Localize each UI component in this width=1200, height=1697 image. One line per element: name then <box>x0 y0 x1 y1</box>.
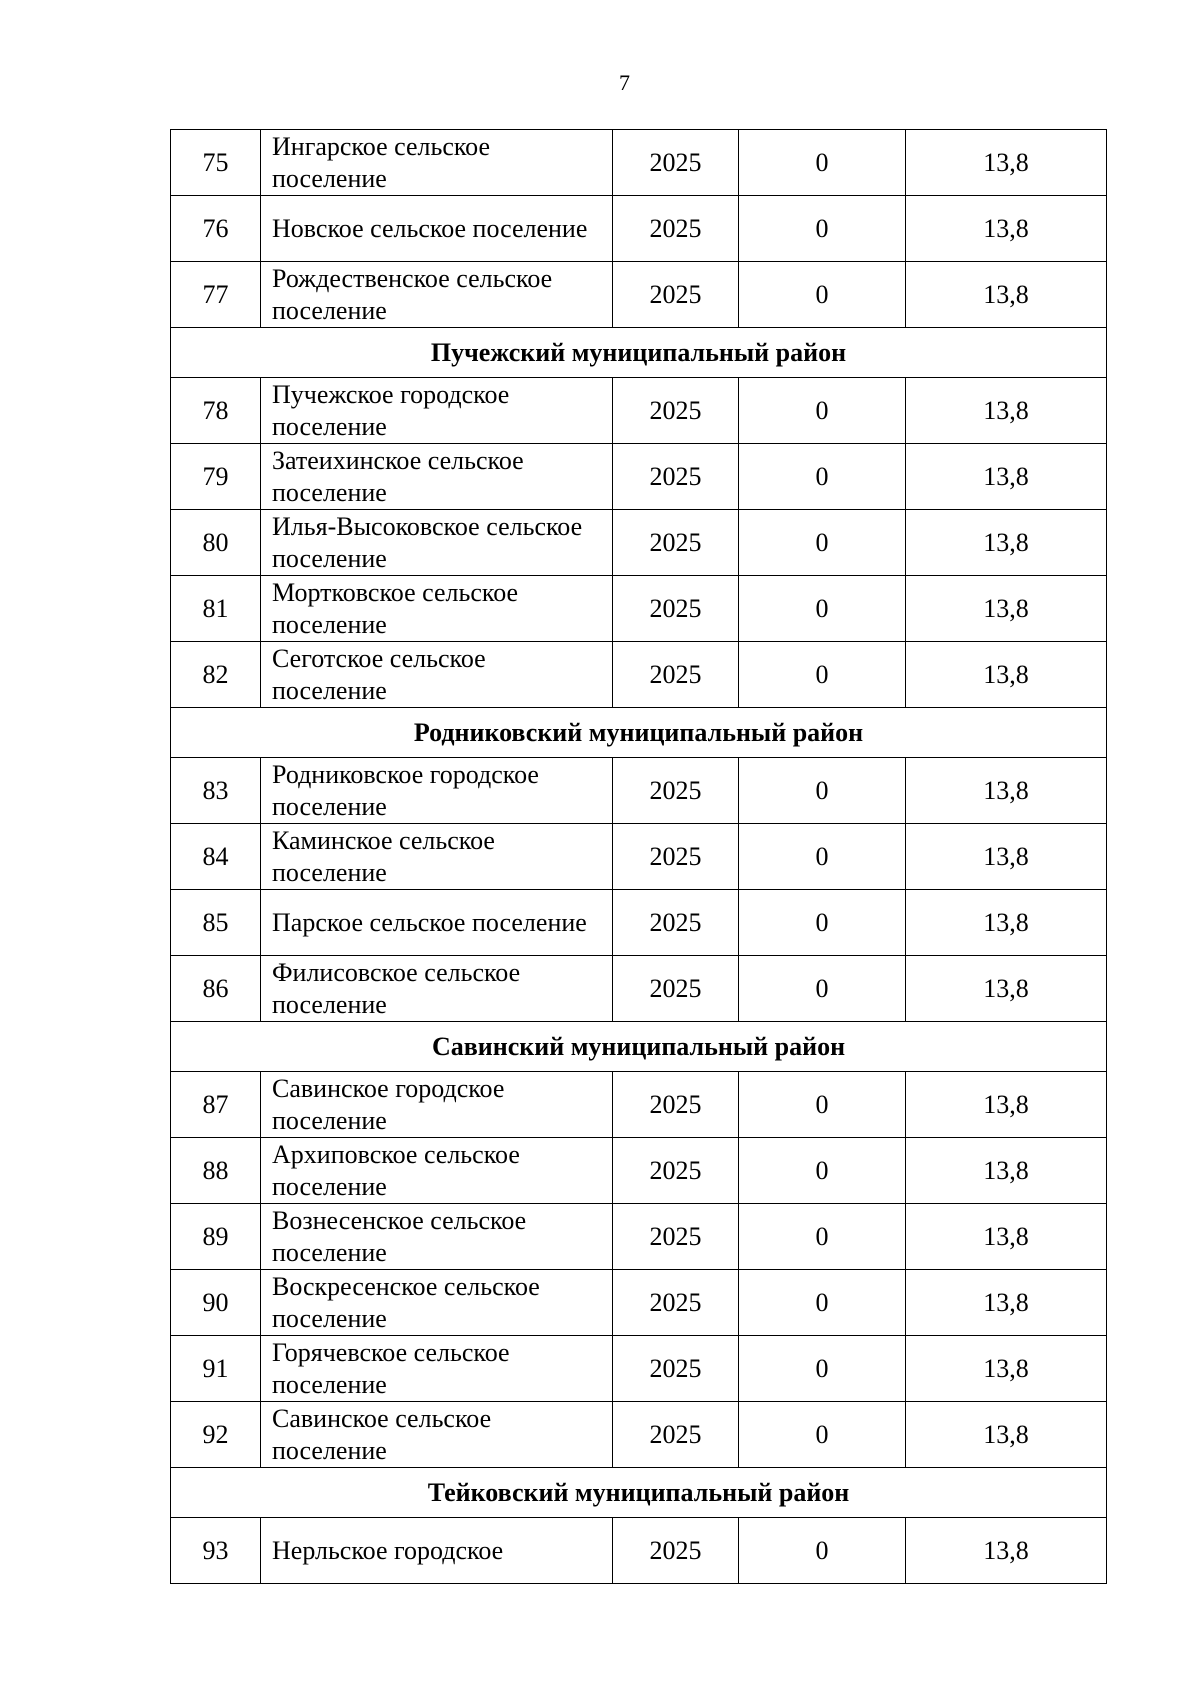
year-cell: 2025 <box>613 510 739 576</box>
year-cell: 2025 <box>613 1204 739 1270</box>
year-cell: 2025 <box>613 444 739 510</box>
value-cell-2: 13,8 <box>906 576 1107 642</box>
table-row <box>171 642 1107 708</box>
row-number: 93 <box>171 1518 261 1584</box>
row-number: 75 <box>171 130 261 196</box>
settlement-name: Архиповское сельское поселение <box>261 1138 613 1204</box>
settlements-table <box>170 129 1107 1584</box>
value-cell-2: 13,8 <box>906 1518 1107 1584</box>
table-row <box>171 890 1107 956</box>
table-row <box>171 576 1107 642</box>
page-number: 7 <box>619 70 630 95</box>
row-number: 76 <box>171 196 261 262</box>
value-cell-2: 13,8 <box>906 262 1107 328</box>
year-cell: 2025 <box>613 758 739 824</box>
value-cell-2: 13,8 <box>906 824 1107 890</box>
value-cell-2: 13,8 <box>906 1336 1107 1402</box>
year-cell: 2025 <box>613 262 739 328</box>
value-cell-2: 13,8 <box>906 1072 1107 1138</box>
value-cell-1: 0 <box>739 642 906 708</box>
value-cell-1: 0 <box>739 444 906 510</box>
settlement-name: Вознесенское сельское поселение <box>261 1204 613 1270</box>
settlement-name: Филисовское сельское поселение <box>261 956 613 1022</box>
district-heading-row <box>171 1468 1107 1518</box>
table-row <box>171 1270 1107 1336</box>
table-row <box>171 378 1107 444</box>
table-row <box>171 758 1107 824</box>
district-heading: Пучежский муниципальный район <box>171 328 1107 378</box>
table-row <box>171 510 1107 576</box>
value-cell-1: 0 <box>739 130 906 196</box>
table-row <box>171 1518 1107 1584</box>
table-row <box>171 1402 1107 1468</box>
row-number: 83 <box>171 758 261 824</box>
table-row <box>171 956 1107 1022</box>
table-row <box>171 444 1107 510</box>
value-cell-2: 13,8 <box>906 1402 1107 1468</box>
value-cell-2: 13,8 <box>906 378 1107 444</box>
value-cell-1: 0 <box>739 758 906 824</box>
value-cell-1: 0 <box>739 576 906 642</box>
settlement-name: Родниковское городское поселение <box>261 758 613 824</box>
settlement-name: Савинское сельское поселение <box>261 1402 613 1468</box>
row-number: 78 <box>171 378 261 444</box>
table-row <box>171 1072 1107 1138</box>
row-number: 80 <box>171 510 261 576</box>
year-cell: 2025 <box>613 1138 739 1204</box>
table-row <box>171 1138 1107 1204</box>
row-number: 84 <box>171 824 261 890</box>
row-number: 81 <box>171 576 261 642</box>
settlement-name: Парское сельское поселение <box>261 890 613 956</box>
value-cell-2: 13,8 <box>906 956 1107 1022</box>
value-cell-1: 0 <box>739 1270 906 1336</box>
row-number: 88 <box>171 1138 261 1204</box>
value-cell-2: 13,8 <box>906 444 1107 510</box>
settlement-name: Рождественское сельское поселение <box>261 262 613 328</box>
year-cell: 2025 <box>613 1402 739 1468</box>
district-heading-row <box>171 708 1107 758</box>
value-cell-1: 0 <box>739 510 906 576</box>
value-cell-2: 13,8 <box>906 510 1107 576</box>
settlement-name: Ингарское сельское поселение <box>261 130 613 196</box>
value-cell-2: 13,8 <box>906 890 1107 956</box>
district-heading: Тейковский муниципальный район <box>171 1468 1107 1518</box>
value-cell-2: 13,8 <box>906 758 1107 824</box>
year-cell: 2025 <box>613 890 739 956</box>
row-number: 79 <box>171 444 261 510</box>
settlement-name: Мортковское сельское поселение <box>261 576 613 642</box>
value-cell-2: 13,8 <box>906 1270 1107 1336</box>
table-row <box>171 196 1107 262</box>
district-heading-row <box>171 1022 1107 1072</box>
value-cell-1: 0 <box>739 890 906 956</box>
year-cell: 2025 <box>613 1336 739 1402</box>
year-cell: 2025 <box>613 130 739 196</box>
settlement-name: Сеготское сельское поселение <box>261 642 613 708</box>
year-cell: 2025 <box>613 1072 739 1138</box>
year-cell: 2025 <box>613 1270 739 1336</box>
value-cell-1: 0 <box>739 1336 906 1402</box>
value-cell-2: 13,8 <box>906 196 1107 262</box>
row-number: 82 <box>171 642 261 708</box>
row-number: 86 <box>171 956 261 1022</box>
row-number: 87 <box>171 1072 261 1138</box>
value-cell-1: 0 <box>739 824 906 890</box>
district-heading: Савинский муниципальный район <box>171 1022 1107 1072</box>
table-body <box>171 130 1107 1584</box>
year-cell: 2025 <box>613 824 739 890</box>
year-cell: 2025 <box>613 196 739 262</box>
settlement-name: Каминское сельское поселение <box>261 824 613 890</box>
settlement-name: Савинское городское поселение <box>261 1072 613 1138</box>
table-row <box>171 262 1107 328</box>
table-row <box>171 130 1107 196</box>
value-cell-1: 0 <box>739 262 906 328</box>
value-cell-2: 13,8 <box>906 130 1107 196</box>
settlement-name: Илья-Высоковское сельское поселение <box>261 510 613 576</box>
value-cell-1: 0 <box>739 378 906 444</box>
row-number: 77 <box>171 262 261 328</box>
row-number: 92 <box>171 1402 261 1468</box>
row-number: 85 <box>171 890 261 956</box>
settlement-name: Горячевское сельское поселение <box>261 1336 613 1402</box>
row-number: 89 <box>171 1204 261 1270</box>
year-cell: 2025 <box>613 1518 739 1584</box>
district-heading-row <box>171 328 1107 378</box>
value-cell-1: 0 <box>739 1138 906 1204</box>
year-cell: 2025 <box>613 642 739 708</box>
table-row <box>171 824 1107 890</box>
value-cell-1: 0 <box>739 1204 906 1270</box>
table-row <box>171 1336 1107 1402</box>
value-cell-1: 0 <box>739 1518 906 1584</box>
row-number: 90 <box>171 1270 261 1336</box>
settlement-name: Новское сельское поселение <box>261 196 613 262</box>
year-cell: 2025 <box>613 378 739 444</box>
value-cell-1: 0 <box>739 1072 906 1138</box>
district-heading: Родниковский муниципальный район <box>171 708 1107 758</box>
value-cell-2: 13,8 <box>906 642 1107 708</box>
year-cell: 2025 <box>613 956 739 1022</box>
settlement-name: Воскресенское сельское поселение <box>261 1270 613 1336</box>
settlement-name: Затеихинское сельское поселение <box>261 444 613 510</box>
value-cell-1: 0 <box>739 1402 906 1468</box>
year-cell: 2025 <box>613 576 739 642</box>
settlement-name: Нерльское городское <box>261 1518 613 1584</box>
table-row <box>171 1204 1107 1270</box>
settlement-name: Пучежское городское поселение <box>261 378 613 444</box>
value-cell-1: 0 <box>739 956 906 1022</box>
value-cell-2: 13,8 <box>906 1138 1107 1204</box>
value-cell-2: 13,8 <box>906 1204 1107 1270</box>
row-number: 91 <box>171 1336 261 1402</box>
value-cell-1: 0 <box>739 196 906 262</box>
